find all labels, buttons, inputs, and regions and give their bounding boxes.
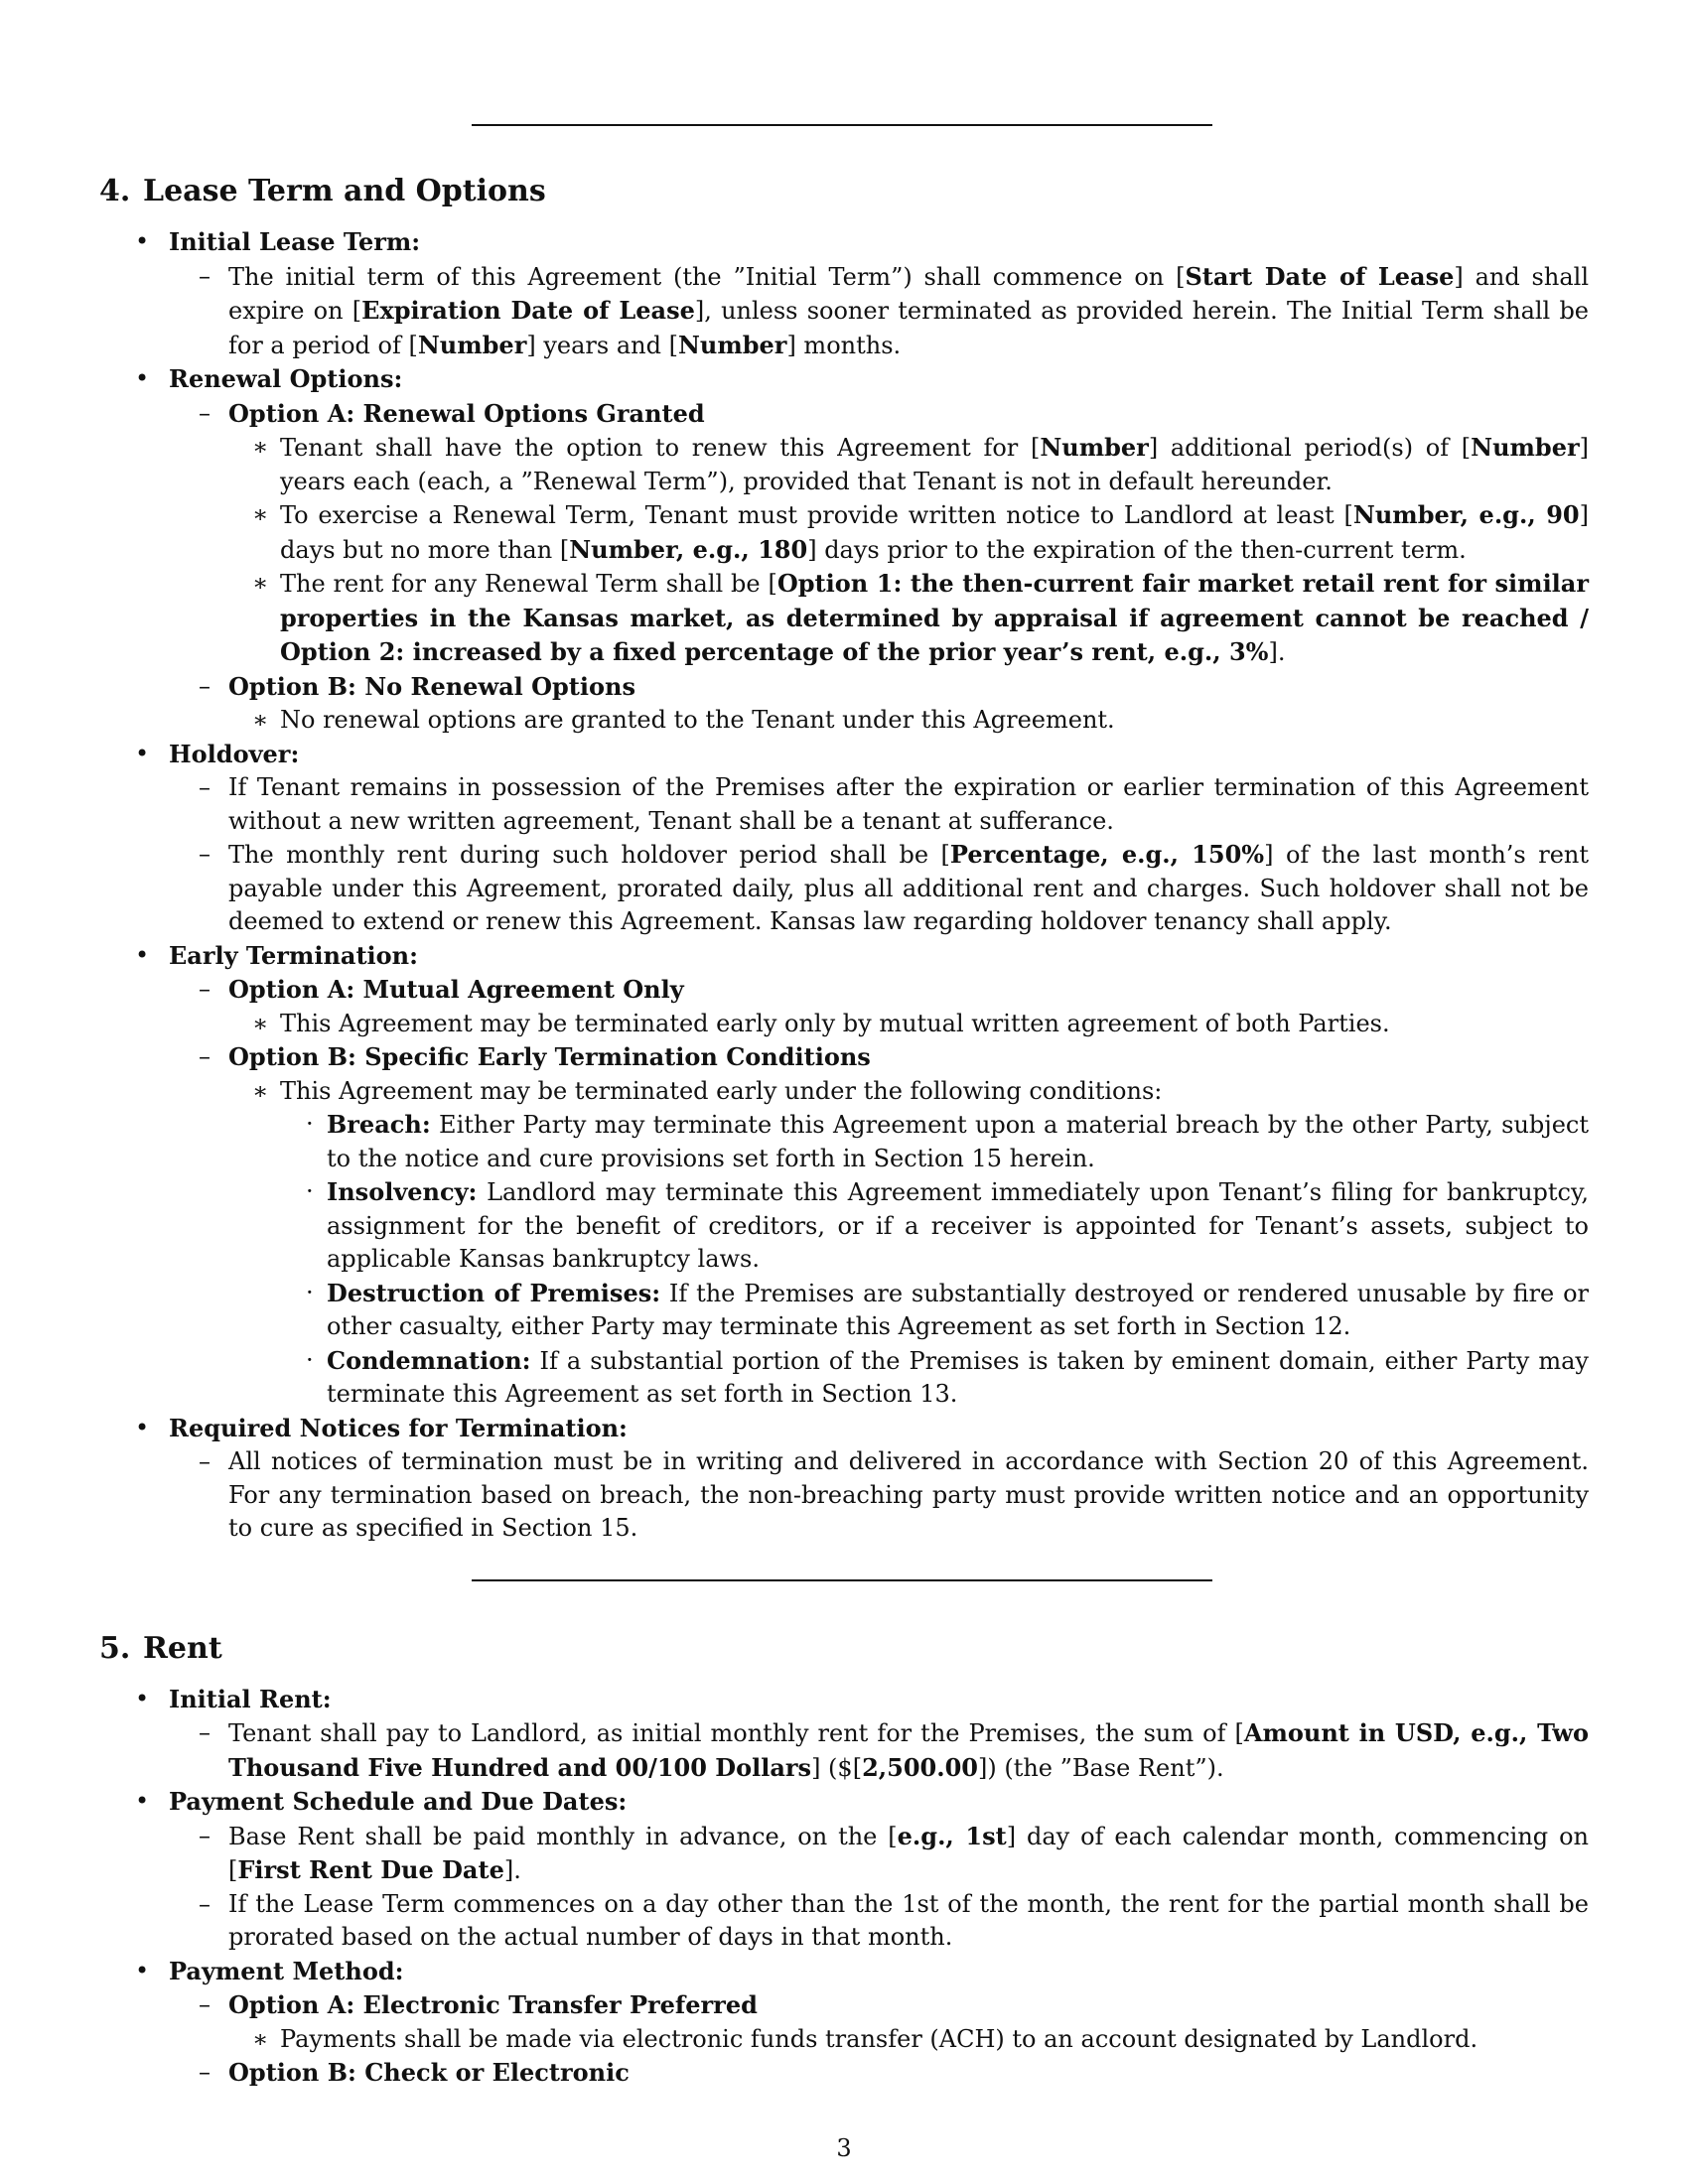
list-item [169,2056,1589,2091]
list-item [99,1955,1589,2091]
list-item [99,1785,1589,1955]
list-item [169,397,1589,670]
option-label: Option B: Specific Early Termination Conditions [228,1042,871,1071]
section-divider [472,1579,1212,1581]
list-item [99,939,1589,1412]
item-label: Payment Method: [169,1956,404,1985]
item-label: Initial Rent: [169,1684,332,1713]
list-item: ∗ No renewal options are granted to the Tenant under this Agreement. [228,704,1589,738]
list-item: ∗ To exercise a Renewal Term, Tenant must provide written notice to Landlord at least [Number, e.g., 90] days but no more than [Number, e.g., 180] days prior to the expiration of the then-current term. [228,498,1589,567]
item-label: Renewal Options: [169,364,403,393]
option-label: Option A: Electronic Transfer Preferred [228,1990,758,2019]
item-label: Payment Schedule and Due Dates: [169,1787,628,1816]
list-item: ∗ Payments shall be made via electronic funds transfer (ACH) to an account designated by Landlord. [228,2023,1589,2057]
section-list [99,1683,1589,2091]
list-item [169,973,1589,1040]
list-item [99,738,1589,939]
section-title: Rent [143,1630,222,1666]
option-label: Option B: Check or Electronic [228,2058,630,2087]
list-item: ∗ Tenant shall have the option to renew this Agreement for [Number] additional period(s) of [Number] years each (each, a ”Renewal Term”), provided that Tenant is not in default hereunder. [228,431,1589,498]
option-label: Option A: Mutual Agreement Only [228,975,684,1004]
list-item: ∗ The rent for any Renewal Term shall be [Option 1: the then-current fair market retail rent for similar properties in the Kansas market, as determined by appraisal if agreement cannot be reached / Option 2: increased by a fixed percentage of the prior year’s rent, e.g., 3%]. [228,567,1589,670]
list-item: ∗ This Agreement may be terminated early under the following conditions: · Breach: Either Party may terminate this Agreement upon a material breach by the other Party, subject to the notice and cure provisions set forth in Section 15 herein. · Insolvency: Landlord may terminate this Agreement immediately upon Tenant’s filing for bankruptcy, assignment for the benefit of creditors, or if a receiver is appointed for Tenant’s assets, subject to applicable Kansas bankruptcy laws. · Destruction of Premises: If the Premises are substantially destroyed or rendered unusable by fire or other casualty, either Party may terminate this Agreement as set forth in Section 12. · Condemnation: If a substantial portion of the Premises is taken by eminent domain, either Party may terminate this Agreement as set forth in Section 13. [228,1075,1589,1412]
list-item: – The initial term of this Agreement (the ”Initial Term”) shall commence on [Start Date of Lease] and shall expire on [Expiration Date of Lease], unless sooner terminated as provided herein. The Initial Term shall be for a period of [Number] years and [Number] months. [169,260,1589,363]
list-item: – If Tenant remains in possession of the Premises after the expiration or earlier termination of this Agreement without a new written agreement, Tenant shall be a tenant at sufferance. [169,771,1589,838]
list-item: – If the Lease Term commences on a day other than the 1st of the month, the rent for the partial month shall be prorated based on the actual number of days in that month. [169,1888,1589,1955]
section-title: Lease Term and Options [143,174,546,208]
item-label: Required Notices for Termination: [169,1413,628,1442]
document-page [99,0,1589,2091]
list-item: – Tenant shall pay to Landlord, as initial monthly rent for the Premises, the sum of [Amount in USD, e.g., Two Thousand Five Hundred and 00/100 Dollars] ($[2,500.00]) (the ”Base Rent”). [169,1716,1589,1785]
list-item [169,670,1589,738]
list-item [99,225,1589,362]
list-item: · Insolvency: Landlord may terminate this Agreement immediately upon Tenant’s filing for bankruptcy, assignment for the benefit of creditors, or if a receiver is appointed for Tenant’s assets, subject to applicable Kansas bankruptcy laws. [280,1175,1589,1277]
item-label: Initial Lease Term: [169,227,421,256]
list-item [99,1683,1589,1786]
section-divider [472,124,1212,126]
section-heading: 4. Lease Term and Options [99,174,546,208]
item-label: Holdover: [169,739,300,768]
option-label: Option A: Renewal Options Granted [228,398,705,428]
section-list [99,225,1589,1546]
item-label: Early Termination: [169,940,418,970]
list-item: ∗ This Agreement may be terminated early only by mutual written agreement of both Parties. [228,1008,1589,1041]
list-item: – The monthly rent during such holdover period shall be [Percentage, e.g., 150%] of the last month’s rent payable under this Agreement, prorated daily, plus all additional rent and charges. Such holdover shall not be deemed to extend or renew this Agreement. Kansas law regarding holdover tenancy shall apply. [169,838,1589,939]
section-heading: 5. Rent [99,1630,222,1666]
list-item [169,1040,1589,1412]
list-item: · Breach: Either Party may terminate this Agreement upon a material breach by the other Party, subject to the notice and cure provisions set forth in Section 15 herein. [280,1108,1589,1175]
list-item: · Condemnation: If a substantial portion of the Premises is taken by eminent domain, either Party may terminate this Agreement as set forth in Section 13. [280,1344,1589,1412]
page-number: 3 [836,2134,852,2162]
list-item [99,1412,1589,1546]
option-label: Option B: No Renewal Options [228,671,635,701]
list-item: – All notices of termination must be in writing and delivered in accordance with Section 20 of this Agreement. For any termination based on breach, the non-breaching party must provide written notice and an opportunity to cure as specified in Section 15. [169,1445,1589,1546]
list-item [169,1988,1589,2056]
list-item [99,362,1589,738]
list-item: · Destruction of Premises: If the Premises are substantially destroyed or rendered unusable by fire or other casualty, either Party may terminate this Agreement as set forth in Section 12. [280,1277,1589,1344]
list-item: – Base Rent shall be paid monthly in advance, on the [e.g., 1st] day of each calendar month, commencing on [First Rent Due Date]. [169,1820,1589,1888]
